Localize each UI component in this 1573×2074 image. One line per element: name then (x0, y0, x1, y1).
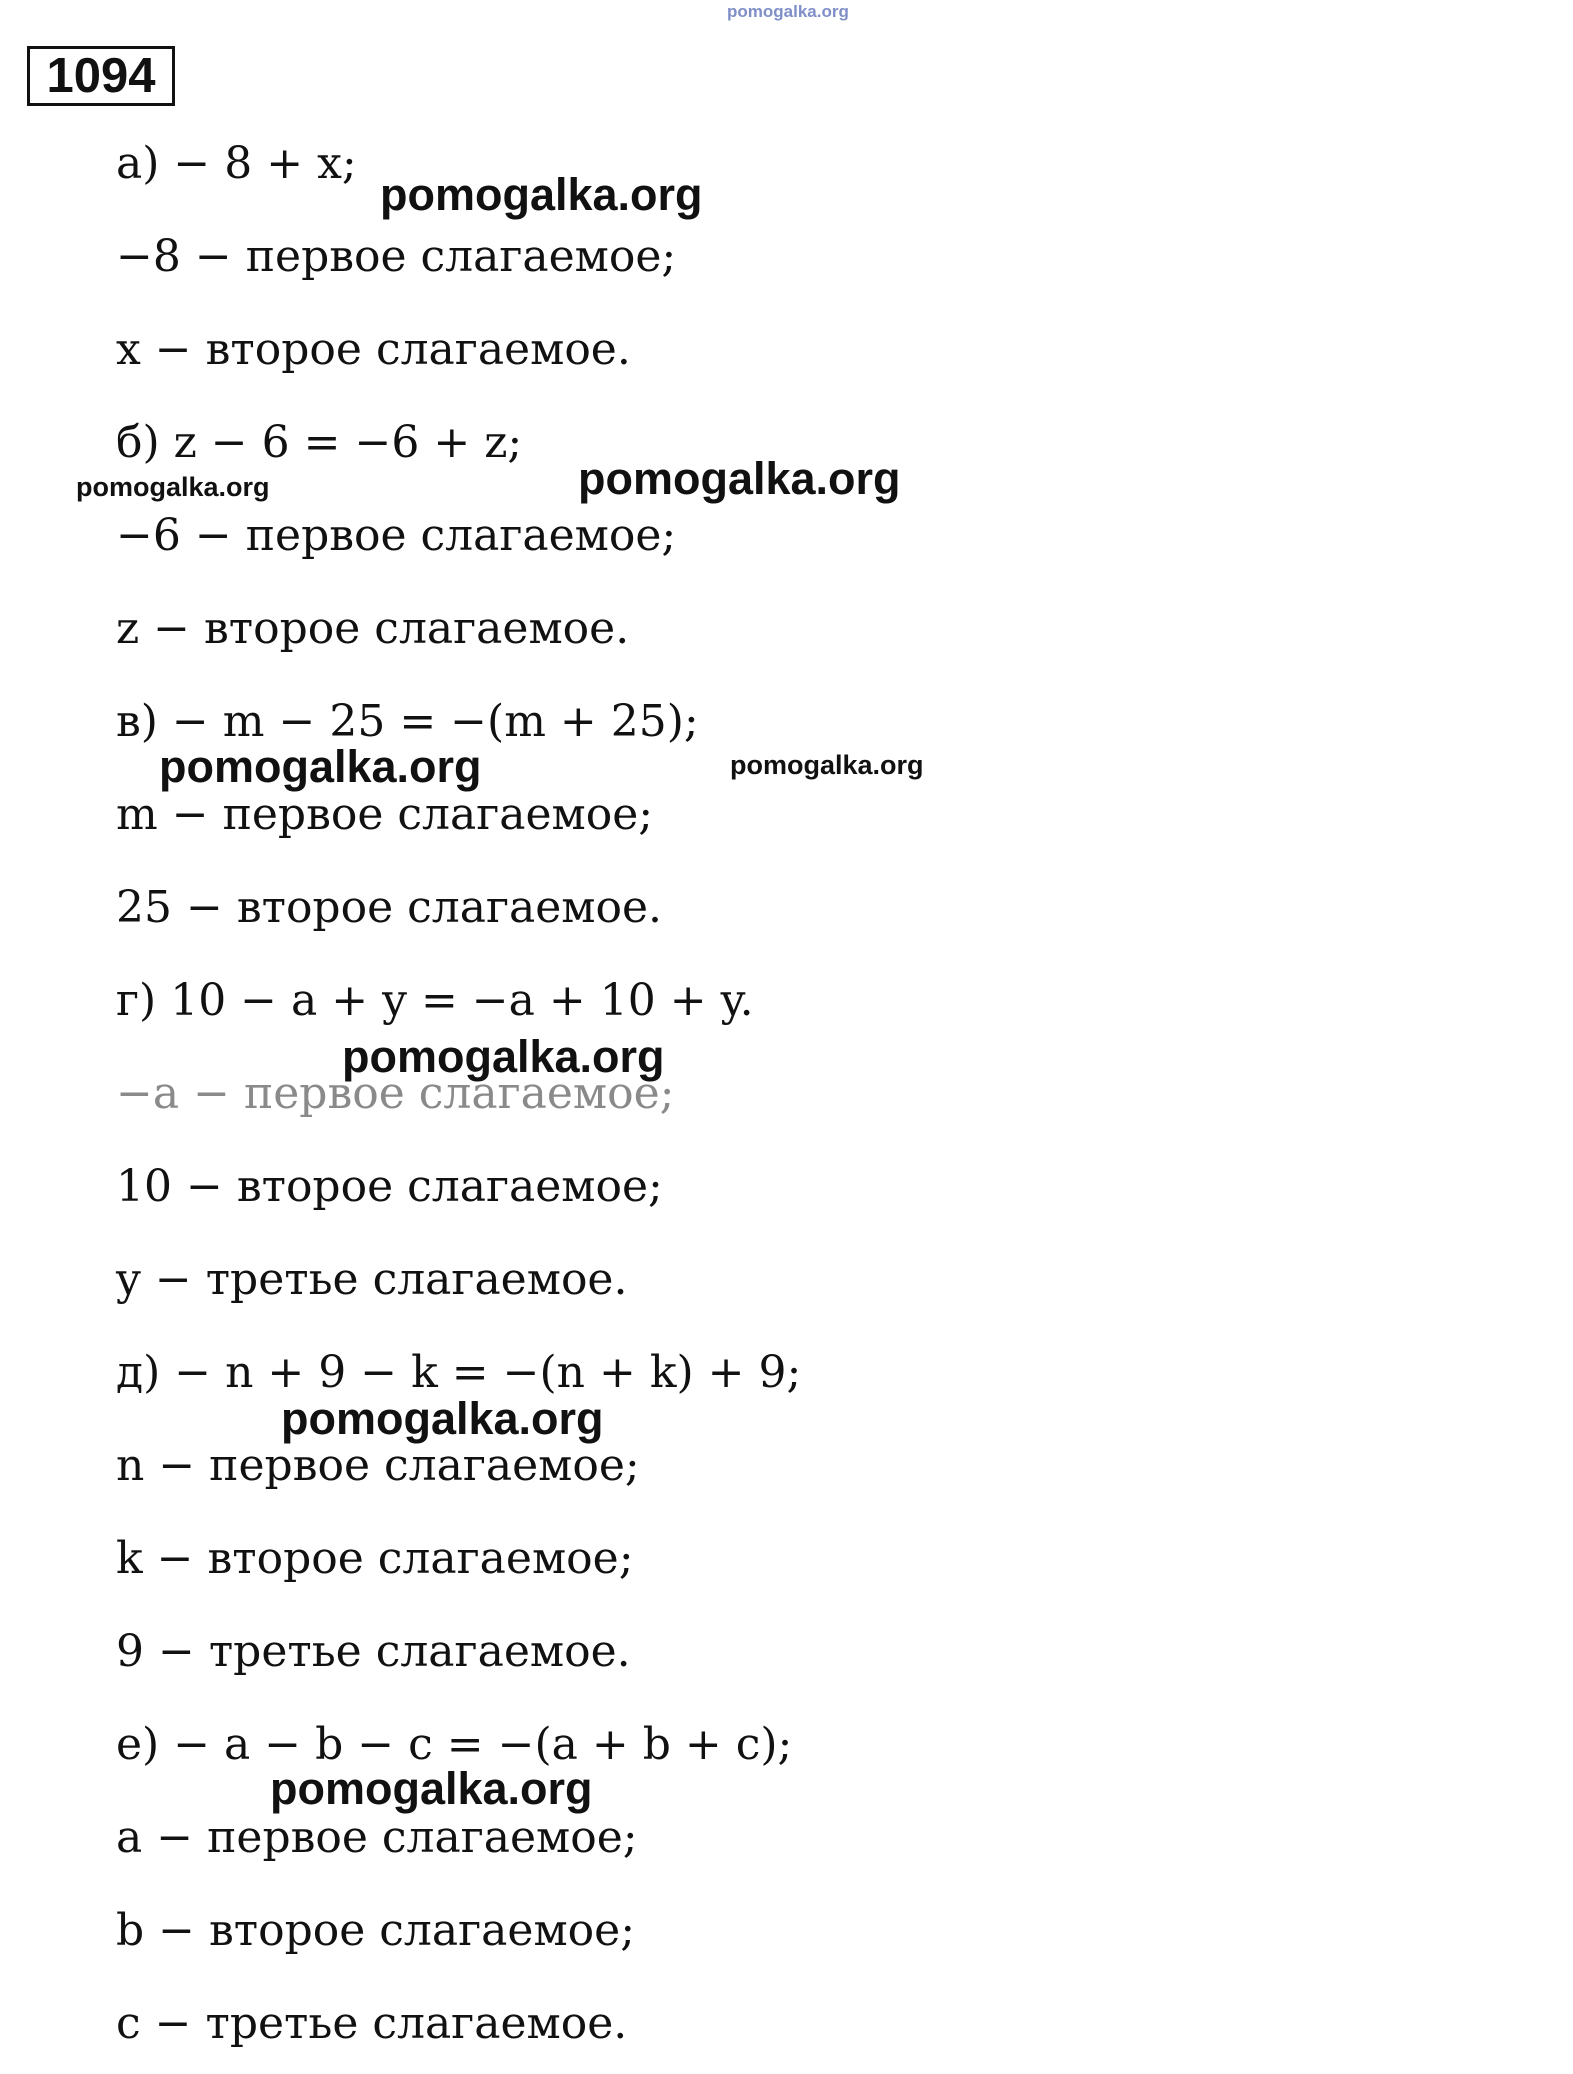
watermark: pomogalka.org (578, 453, 901, 504)
watermark-top: pomogalka.org (727, 2, 849, 21)
line-g-third-term: y − третье слагаемое. (116, 1254, 628, 1305)
line-e-second-term: b − второе слагаемое; (116, 1905, 636, 1956)
line-v-first-term: m − первое слагаемое; (116, 789, 654, 840)
line-e-expression: е) − a − b − c = −(a + b + c); (116, 1719, 793, 1770)
line-b-expression: б) z − 6 = −6 + z; (116, 417, 523, 468)
line-a-first-term: −8 − первое слагаемое; (116, 231, 677, 282)
line-b-first-term: −6 − первое слагаемое; (116, 510, 677, 561)
watermark: pomogalka.org (270, 1763, 593, 1814)
watermark: pomogalka.org (76, 472, 270, 502)
line-d-second-term: k − второе слагаемое; (116, 1533, 634, 1584)
watermark: pomogalka.org (159, 741, 482, 792)
watermark: pomogalka.org (730, 750, 924, 780)
line-v-second-term: 25 − второе слагаемое. (116, 882, 663, 933)
line-d-third-term: 9 − третье слагаемое. (116, 1626, 631, 1677)
watermark: pomogalka.org (281, 1393, 604, 1444)
line-g-first-term: −a − первое слагаемое; (116, 1068, 675, 1119)
line-v-expression: в) − m − 25 = −(m + 25); (116, 696, 699, 747)
line-g-expression: г) 10 − a + y = −a + 10 + y. (116, 975, 754, 1026)
line-a-second-term: x − второе слагаемое. (116, 324, 631, 375)
watermark: pomogalka.org (380, 169, 703, 220)
line-e-third-term: c − третье слагаемое. (116, 1998, 628, 2049)
line-a-expression: а) − 8 + x; (116, 138, 357, 189)
line-d-expression: д) − n + 9 − k = −(n + k) + 9; (116, 1347, 802, 1398)
watermark: pomogalka.org (342, 1031, 665, 1082)
line-b-second-term: z − второе слагаемое. (116, 603, 630, 654)
line-e-first-term: a − первое слагаемое; (116, 1812, 638, 1863)
line-g-second-term: 10 − второе слагаемое; (116, 1161, 663, 1212)
problem-number: 1094 (27, 46, 175, 106)
line-d-first-term: n − первое слагаемое; (116, 1440, 640, 1491)
